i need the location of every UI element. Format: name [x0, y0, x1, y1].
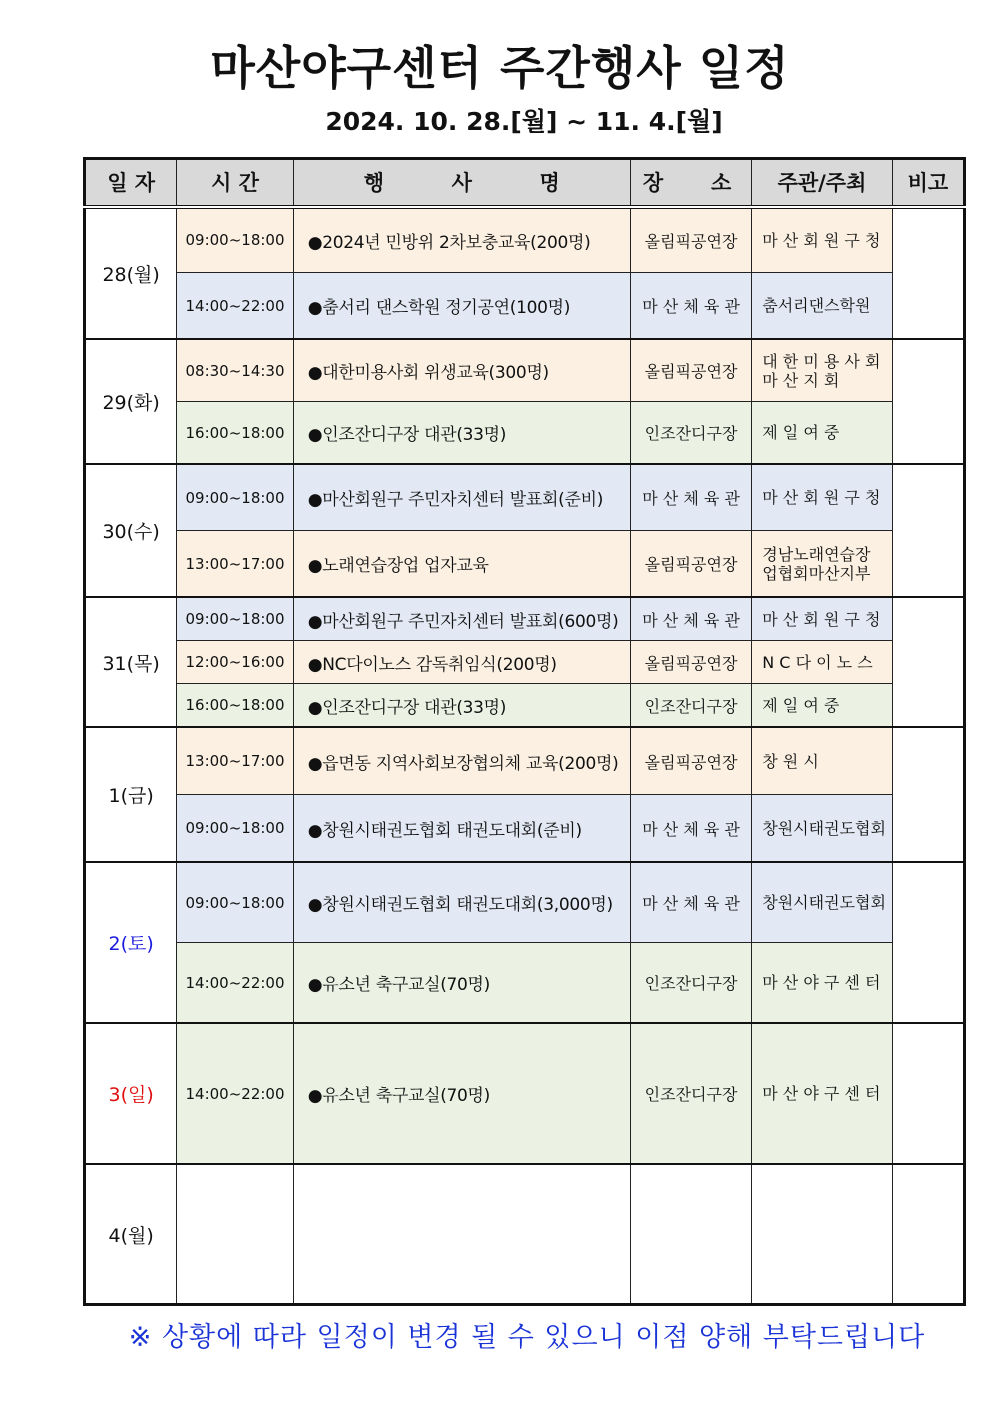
table-row — [85, 1164, 965, 1304]
place-cell: 올림픽공연장 — [630, 641, 751, 684]
header-host: 주관/주최 — [752, 159, 892, 207]
host-cell: 마 산 야 구 센 터 — [752, 1023, 892, 1164]
event-cell: ●마산회원구 주민자치센터 발표회(준비) — [293, 464, 630, 530]
header-place — [630, 159, 751, 207]
time-cell — [177, 1164, 293, 1304]
header-date: 일 자 — [85, 159, 177, 207]
table-row — [85, 207, 965, 273]
time-cell: 09:00~18:00 — [177, 207, 293, 273]
host-cell: 제 일 여 중 — [752, 684, 892, 727]
host-cell: 제 일 여 중 — [752, 402, 892, 464]
place-cell: 마 산 체 육 관 — [630, 464, 751, 530]
place-cell: 인조잔디구장 — [630, 943, 751, 1024]
event-cell — [293, 1164, 630, 1304]
place-cell: 마 산 체 육 관 — [630, 597, 751, 640]
host-line-2: 업협회마산지부 — [762, 563, 871, 583]
note-cell — [892, 1023, 964, 1164]
place-cell — [630, 1164, 751, 1304]
place-cell: 마 산 체 육 관 — [630, 795, 751, 862]
place-cell: 마 산 체 육 관 — [630, 273, 751, 339]
header-place-1: 장 — [642, 171, 664, 196]
footer-notice: ※ 상황에 따라 일정이 변경 될 수 있으니 이점 양해 부탁드립니다 — [128, 1322, 926, 1353]
host-cell — [752, 531, 892, 597]
place-cell: 마 산 체 육 관 — [630, 862, 751, 943]
place-cell: 올림픽공연장 — [630, 727, 751, 794]
event-cell: ●창원시태권도협회 태권도대회(준비) — [293, 795, 630, 862]
place-cell: 올림픽공연장 — [630, 339, 751, 401]
host-cell — [752, 1164, 892, 1304]
event-cell: ●유소년 축구교실(70명) — [293, 943, 630, 1024]
table-row — [85, 727, 965, 794]
header-event-2: 사 — [451, 171, 472, 196]
time-cell: 09:00~18:00 — [177, 795, 293, 862]
host-cell: N C 다 이 노 스 — [752, 641, 892, 684]
table-row — [85, 641, 965, 684]
table-row — [85, 862, 965, 943]
place-cell: 올림픽공연장 — [630, 531, 751, 597]
host-cell: 마 산 회 원 구 청 — [752, 464, 892, 530]
place-cell: 올림픽공연장 — [630, 207, 751, 273]
host-cell: 창원시태권도협회 — [752, 795, 892, 862]
header-time: 시 간 — [177, 159, 293, 207]
time-cell: 14:00~22:00 — [177, 273, 293, 339]
date-cell: 3(일) — [85, 1023, 177, 1164]
time-cell: 13:00~17:00 — [177, 727, 293, 794]
table-row — [85, 597, 965, 640]
time-cell: 13:00~17:00 — [177, 531, 293, 597]
event-cell: ●2024년 민방위 2차보충교육(200명) — [293, 207, 630, 273]
header-place-2: 소 — [710, 171, 732, 196]
table-row — [85, 273, 965, 339]
host-cell: 마 산 회 원 구 청 — [752, 597, 892, 640]
host-line-1: 경남노래연습장 — [762, 544, 871, 564]
page-title: 마산야구센터 주간행사 일정 — [210, 41, 790, 95]
table-row — [85, 402, 965, 464]
event-cell: ●인조잔디구장 대관(33명) — [293, 402, 630, 464]
time-cell: 16:00~18:00 — [177, 402, 293, 464]
date-cell: 31(목) — [85, 597, 177, 727]
event-cell: ●대한미용사회 위생교육(300명) — [293, 339, 630, 401]
time-cell: 09:00~18:00 — [177, 464, 293, 530]
time-cell: 16:00~18:00 — [177, 684, 293, 727]
header-event-3: 명 — [539, 171, 560, 196]
host-cell — [752, 339, 892, 401]
host-cell: 마 산 회 원 구 청 — [752, 207, 892, 273]
note-cell — [892, 207, 964, 340]
date-cell: 4(월) — [85, 1164, 177, 1304]
time-cell: 14:00~22:00 — [177, 1023, 293, 1164]
host-line-1: 대 한 미 용 사 회 — [762, 351, 881, 371]
note-cell — [892, 1164, 964, 1304]
host-cell: 창원시태권도협회 — [752, 862, 892, 943]
time-cell: 14:00~22:00 — [177, 943, 293, 1024]
time-cell: 09:00~18:00 — [177, 597, 293, 640]
time-cell: 09:00~18:00 — [177, 862, 293, 943]
event-cell: ●인조잔디구장 대관(33명) — [293, 684, 630, 727]
event-cell: ●마산회원구 주민자치센터 발표회(600명) — [293, 597, 630, 640]
host-cell: 창 원 시 — [752, 727, 892, 794]
date-cell: 29(화) — [85, 339, 177, 464]
place-cell: 인조잔디구장 — [630, 402, 751, 464]
host-cell: 마 산 야 구 센 터 — [752, 943, 892, 1024]
event-cell: ●읍면동 지역사회보장협의체 교육(200명) — [293, 727, 630, 794]
table-row — [85, 531, 965, 597]
event-cell: ●유소년 축구교실(70명) — [293, 1023, 630, 1164]
place-cell: 인조잔디구장 — [630, 1023, 751, 1164]
event-cell: ●NC다이노스 감독취임식(200명) — [293, 641, 630, 684]
date-cell: 2(토) — [85, 862, 177, 1023]
time-cell: 08:30~14:30 — [177, 339, 293, 401]
event-cell: ●노래연습장업 업자교육 — [293, 531, 630, 597]
note-cell — [892, 464, 964, 597]
note-cell — [892, 727, 964, 862]
schedule-table — [83, 157, 966, 1306]
table-row — [85, 339, 965, 401]
note-cell — [892, 862, 964, 1023]
event-cell: ●춤서리 댄스학원 정기공연(100명) — [293, 273, 630, 339]
host-line-2: 마 산 지 회 — [762, 370, 840, 390]
date-cell: 30(수) — [85, 464, 177, 597]
header-event-1: 행 — [363, 171, 384, 196]
time-cell: 12:00~16:00 — [177, 641, 293, 684]
date-cell: 1(금) — [85, 727, 177, 862]
table-row — [85, 1023, 965, 1164]
event-cell: ●창원시태권도협회 태권도대회(3,000명) — [293, 862, 630, 943]
table-row — [85, 943, 965, 1024]
note-cell — [892, 597, 964, 727]
table-row — [85, 795, 965, 862]
host-cell: 춤서리댄스학원 — [752, 273, 892, 339]
table-row — [85, 464, 965, 530]
date-range: 2024. 10. 28.[월] ~ 11. 4.[월] — [325, 107, 723, 136]
header-note: 비고 — [892, 159, 964, 207]
table-row — [85, 684, 965, 727]
place-cell: 인조잔디구장 — [630, 684, 751, 727]
note-cell — [892, 339, 964, 464]
header-event — [293, 159, 630, 207]
date-cell: 28(월) — [85, 207, 177, 340]
header-row — [85, 159, 965, 207]
